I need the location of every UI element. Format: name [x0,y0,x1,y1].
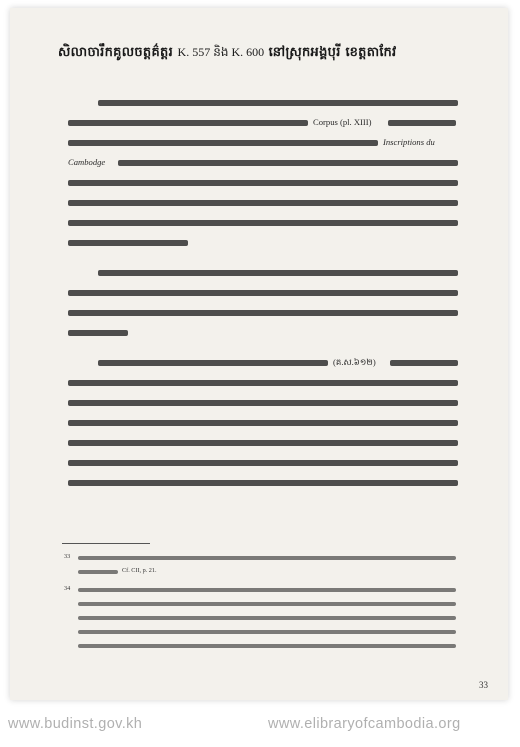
text-line [68,380,458,386]
footnote-line [78,556,456,560]
inline-latin-text: Inscriptions du [383,137,435,147]
text-line [68,200,458,206]
text-line [68,330,128,336]
inline-latin-text: Corpus (pl. XIII) [313,117,372,127]
inline-date-text: (គ.ស.៦១២) [333,357,376,367]
text-line [68,240,188,246]
text-line [68,480,458,486]
text-line [98,360,328,366]
text-line [390,360,458,366]
text-line [98,270,458,276]
inline-latin-text: Cambodge [68,157,106,167]
footnote-separator [62,543,150,544]
page-title [58,44,478,63]
footnote-line [78,588,456,592]
footnote-line [78,570,118,574]
text-line [68,180,458,186]
title-khmer-part3: នៅស្រុកអង្គបុរី ខេត្តតាកែវ [268,45,397,60]
text-line [388,120,456,126]
footnote-line [78,616,456,620]
footnote-line [78,602,456,606]
footer-website-right[interactable]: www.elibraryofcambodia.org [268,716,461,732]
page-number: 33 [479,680,488,690]
title-khmer-part1: សិលាចារឹកគូលចត្តគ៌ត្តរ [58,45,174,60]
text-line [68,460,458,466]
text-line [68,220,458,226]
title-inscription-codes: K. 557 និង K. 600 [177,45,265,59]
footnote-number: 34 [64,585,71,592]
text-line [118,160,458,166]
document-page [10,8,508,700]
footer-website-left[interactable]: www.budinst.gov.kh [8,716,143,732]
text-line [68,440,458,446]
text-line [68,120,308,126]
footnote-reference: Cf. CII, p. 21. [122,567,157,574]
text-line [68,400,458,406]
text-line [68,420,458,426]
footnote-number: 33 [64,553,71,560]
text-line [98,100,458,106]
text-line [68,290,458,296]
text-line [68,140,378,146]
text-line [68,310,458,316]
footnote-line [78,630,456,634]
footnote-line [78,644,456,648]
